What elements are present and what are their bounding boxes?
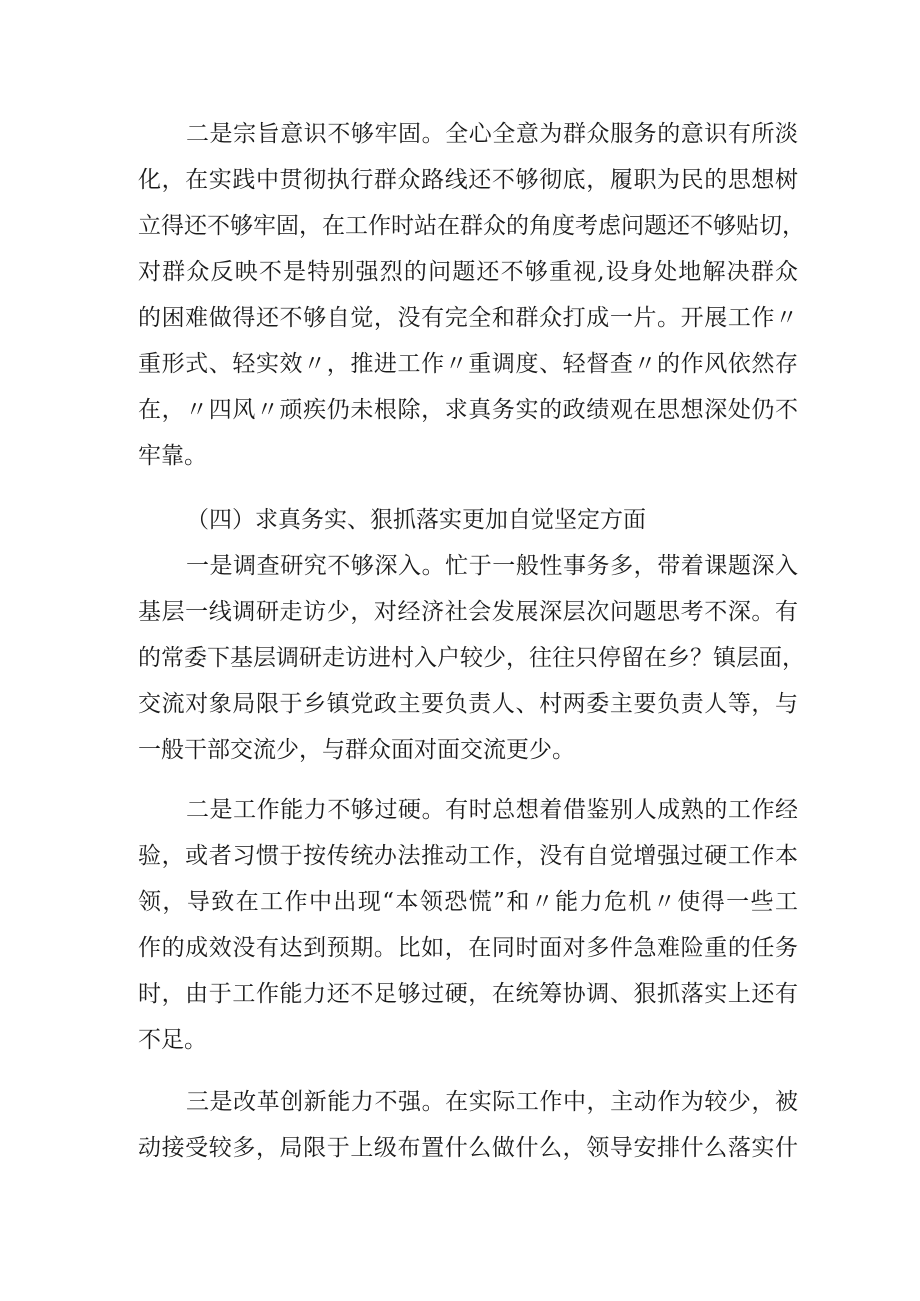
text-line: 一般干部交流少，与群众面对面交流更少。: [138, 737, 575, 763]
text-line: 动接受较多，局限于上级布置什么做什么，领导安排什么落实什: [138, 1135, 798, 1161]
text-line: 一是调查研究不够深入。忙于一般性事务多，带着课题深入: [186, 553, 798, 579]
text-line: 时，由于工作能力还不足够过硬，在统筹协调、狠抓落实上还有: [138, 981, 798, 1007]
text-line: 不足。: [138, 1027, 207, 1053]
text-line: 三是改革创新能力不强。在实际工作中，主动作为较少，被: [186, 1089, 798, 1115]
section-heading: （四）求真务实、狠抓落实更加自觉坚定方面: [186, 507, 646, 533]
text-line: 牢靠。: [138, 443, 207, 469]
text-line: 交流对象局限于乡镇党政主要负责人、村两委主要负责人等，与: [138, 691, 798, 717]
text-line: 对群众反映不是特别强烈的问题还不够重视,设身处地解决群众: [138, 259, 798, 285]
text-line: 基层一线调研走访少，对经济社会发展深层次问题思考不深。有: [138, 599, 798, 625]
text-line: 化，在实践中贯彻执行群众路线还不够彻底，履职为民的思想树: [138, 167, 798, 193]
text-line: 二是工作能力不够过硬。有时总想着借鉴别人成熟的工作经: [186, 797, 798, 823]
text-line: 二是宗旨意识不够牢固。全心全意为群众服务的意识有所淡: [186, 121, 798, 147]
text-line: 领，导致在工作中出现“本领恐慌”和〃能力危机〃使得一些工: [138, 889, 798, 915]
text-line: 立得还不够牢固，在工作时站在群众的角度考虑问题还不够贴切，: [138, 213, 805, 239]
text-line: 的困难做得还不够自觉，没有完全和群众打成一片。开展工作〃: [138, 305, 798, 331]
text-line: 的常委下基层调研走访进村入户较少，往往只停留在乡？镇层面，: [138, 645, 805, 671]
text-line: 验，或者习惯于按传统办法推动工作，没有自觉增强过硬工作本: [138, 843, 798, 869]
text-line: 作的成效没有达到预期。比如，在同时面对多件急难险重的任务: [138, 935, 798, 961]
text-line: 在，〃四风〃顽疾仍未根除，求真务实的政绩观在思想深处仍不: [138, 397, 798, 423]
text-line: 重形式、轻实效〃，推进工作〃重调度、轻督查〃的作风依然存: [138, 351, 798, 377]
